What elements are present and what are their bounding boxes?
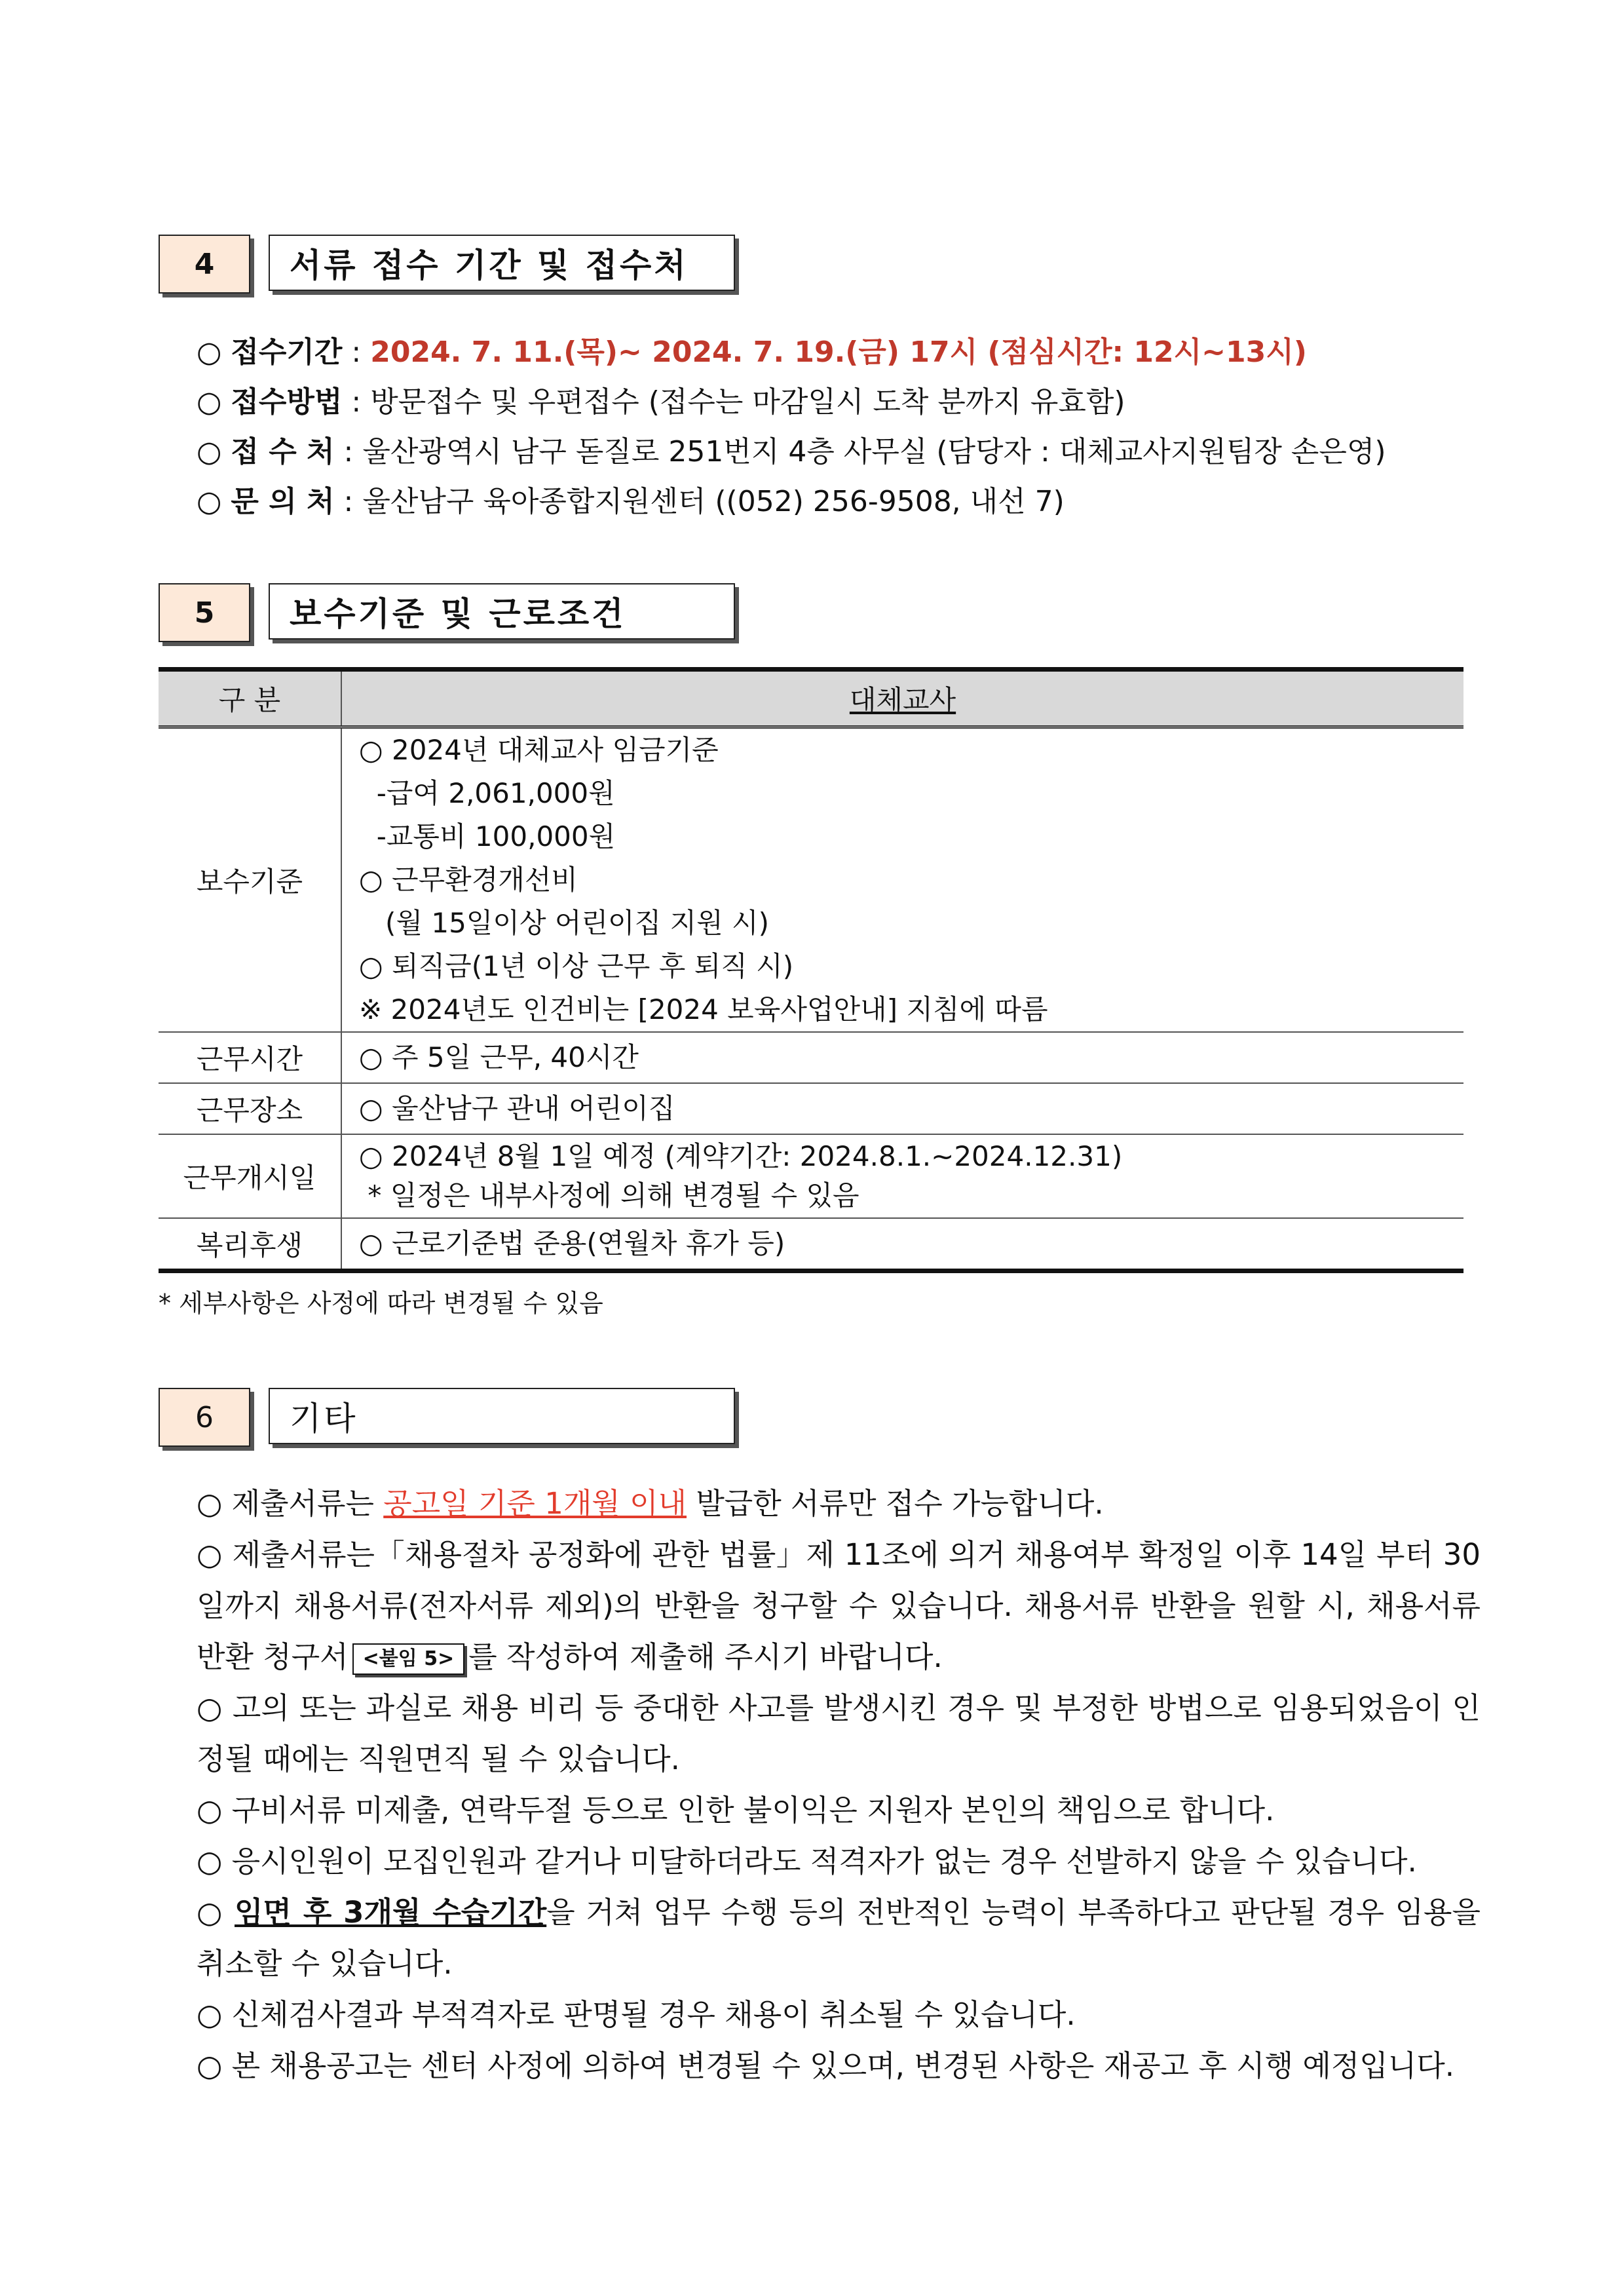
- item-label: 접수방법: [231, 385, 343, 419]
- content-line: * 일정은 내부사정에 의해 변경될 수 있음: [359, 1179, 859, 1212]
- separator: :: [342, 335, 371, 369]
- text: ○ 제출서류는「채용절차 공정화에 관한 법률」제 11조에 의거 채용여부 확정일 이후 14일 부터 30일까지 채용서류(전자서류 제외)의 반환을 청구할 수 있습니다. 채용서류 반환을 원할 시, 채용서류 반환 청구서: [197, 1537, 1481, 1674]
- paragraph-3: ○ 고의 또는 과실로 채용 비리 등 중대한 사고를 발생시킨 경우 및 부정한 방법으로 임용되었음이 인정될 때에는 직원면직 될 수 있습니다.: [197, 1691, 1481, 1776]
- highlight-text: 공고일 기준 1개월 이내: [383, 1486, 687, 1521]
- section-title: 기타: [269, 1388, 735, 1444]
- section-4-header: [159, 235, 748, 297]
- section-title: 보수기준 및 근로조건: [269, 583, 735, 640]
- bullet: ○: [197, 335, 222, 369]
- row-label: 복리후생: [159, 1218, 341, 1271]
- text: 를 작성하여 제출해 주시기 바랍니다.: [468, 1639, 943, 1674]
- row-label: 근무장소: [159, 1083, 341, 1134]
- paragraph-1: [197, 1478, 1481, 1529]
- separator: :: [334, 485, 363, 518]
- item-value: 방문접수 및 우편접수 (접수는 마감일시 도착 분까지 유효함): [370, 385, 1125, 419]
- item-label: 문 의 처: [231, 485, 335, 518]
- paragraph-6: [197, 1887, 1481, 1989]
- paragraph-2: [197, 1529, 1481, 1683]
- row-content: [341, 727, 1463, 1033]
- separator: :: [334, 435, 363, 469]
- attachment-tag: <붙임 5>: [352, 1643, 465, 1675]
- section-5-header: [159, 583, 748, 646]
- table-row: [159, 1083, 1463, 1134]
- content-line: (월 15일이상 어린이집 지원 시): [359, 907, 769, 939]
- row-content: [341, 1083, 1463, 1134]
- section-title: 서류 접수 기간 및 접수처: [269, 235, 735, 291]
- content-line: ○ 퇴직금(1년 이상 근무 후 퇴직 시): [359, 950, 794, 982]
- inquiry: [197, 482, 1065, 522]
- section-number: 4: [159, 235, 250, 294]
- bullet: ○: [197, 485, 222, 518]
- text: ○ 제출서류는: [197, 1486, 384, 1521]
- highlight-text: 임면 후 3개월 수습기간: [235, 1895, 547, 1930]
- row-content: [341, 1134, 1463, 1218]
- paragraph-5: ○ 응시인원이 모집인원과 같거나 미달하더라도 적격자가 없는 경우 선발하지 않을 수 있습니다.: [197, 1844, 1417, 1879]
- section-number: 6: [159, 1388, 250, 1447]
- section-number: 5: [159, 583, 250, 642]
- header-category: 구 분: [159, 670, 341, 727]
- item-value: 울산남구 육아종합지원센터 ((052) 256-9508, 내선 7): [362, 485, 1065, 518]
- header-label: 대체교사: [849, 684, 956, 716]
- content-line: ○ 근로기준법 준용(연월차 휴가 등): [359, 1227, 785, 1259]
- table-row: [159, 1134, 1463, 1218]
- separator: :: [342, 385, 371, 419]
- table-row: [159, 1218, 1463, 1271]
- header-substitute-teacher: [341, 670, 1463, 727]
- table-header-row: [159, 670, 1463, 727]
- bullet: ○: [197, 435, 222, 469]
- item-label: 접 수 처: [231, 435, 335, 469]
- content-line: ○ 2024년 대체교사 임금기준: [359, 734, 719, 766]
- content-line: ○ 주 5일 근무, 40시간: [359, 1041, 639, 1073]
- row-content: [341, 1032, 1463, 1083]
- conditions-table: [159, 667, 1463, 1273]
- item-value: 울산광역시 남구 돋질로 251번지 4층 사무실 (담당자 : 대체교사지원팀장 손은영): [362, 435, 1386, 469]
- table-row: [159, 1032, 1463, 1083]
- section-6-header: [159, 1388, 748, 1451]
- text: ○: [197, 1895, 235, 1930]
- row-label: 보수기준: [159, 727, 341, 1033]
- text: 을 거쳐 업무 수행 등의 전반적인 능력이 부족하다고 판단될 경우 임용을 취소할 수 있습니다.: [197, 1895, 1481, 1981]
- bullet: ○: [197, 385, 222, 419]
- paragraph-4: ○ 구비서류 미제출, 연락두절 등으로 인한 불이익은 지원자 본인의 책임으로 합니다.: [197, 1793, 1275, 1827]
- reception-place: [197, 432, 1386, 472]
- content-line: ○ 2024년 8월 1일 예정 (계약기간: 2024.8.1.~2024.12.31): [359, 1140, 1123, 1172]
- row-label: 근무개시일: [159, 1134, 341, 1218]
- paragraph-7: ○ 신체검사결과 부적격자로 판명될 경우 채용이 취소될 수 있습니다.: [197, 1997, 1076, 2032]
- reception-method: [197, 383, 1125, 422]
- table-footnote: * 세부사항은 사정에 따라 변경될 수 있음: [159, 1289, 603, 1318]
- text: 발급한 서류만 접수 가능합니다.: [687, 1486, 1104, 1521]
- reception-period: [197, 333, 1307, 372]
- content-line: -급여 2,061,000원: [359, 777, 615, 809]
- item-value: 2024. 7. 11.(목)~ 2024. 7. 19.(금) 17시 (점심시간: 12시~13시): [370, 335, 1307, 369]
- content-line: ○ 근무환경개선비: [359, 864, 578, 896]
- paragraph-8: ○ 본 채용공고는 센터 사정에 의하여 변경될 수 있으며, 변경된 사항은 재공고 후 시행 예정입니다.: [197, 2048, 1454, 2083]
- content-line: ○ 울산남구 관내 어린이집: [359, 1092, 675, 1124]
- row-label: 근무시간: [159, 1032, 341, 1083]
- content-line: ※ 2024년도 인건비는 [2024 보육사업안내] 지침에 따름: [359, 993, 1048, 1025]
- item-label: 접수기간: [231, 335, 343, 369]
- content-line: -교통비 100,000원: [359, 820, 616, 852]
- row-content: [341, 1218, 1463, 1271]
- table-row: [159, 727, 1463, 1033]
